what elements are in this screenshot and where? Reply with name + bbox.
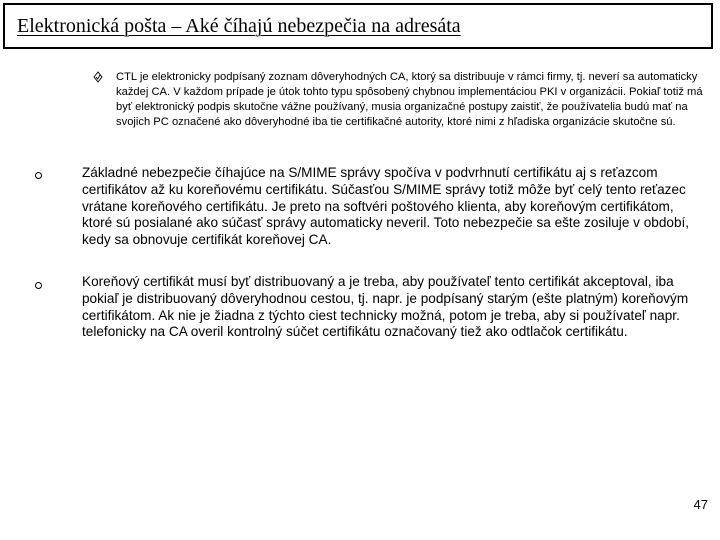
sub-bullet-text: CTL je elektronicky podpísaný zoznam dôveryhodných CA, ktorý sa distribuuje v rámci firmy, tj. neverí sa automaticky každej CA. V každom prípade je útok tohto typu spôsobený chybnou implementáciou PKI v organizácii. Pokiaľ totiž má byť elektronický podpis skutočne vážne používaný, musia organizačné postupy zaistiť, že používatelia budú mať na svojich PC označené ako dôveryhodné iba tie certifikačné autority, ktoré nimi z hľadiska organizácie skutočne sú. [116, 71, 703, 128]
circle-bullet-icon [35, 282, 42, 289]
circle-bullet-icon [35, 172, 42, 179]
bullet-text-1: Základné nebezpečie číhajúce na S/MIME správy spočíva v podvrhnutí certifikátu aj s reťazcom certifikátov až ku koreňovému certifikátu. Súčasťou S/MIME správy totiž môže byť celý tento reťazec vrátane koreňového certifikátu. Je preto na softvéri poštového klienta, aby koreňovým certifikátom, ktoré sú posialané ako súčasť správy automaticky neveril. Toto nebezpečie sa ešte zosiluje v období, kedy sa obnovuje certifikát koreňovej CA. [82, 165, 690, 248]
page-number: 47 [693, 497, 708, 512]
title-bar [3, 3, 713, 49]
bullet-text-2: Koreňový certifikát musí byť distribuovaný a je treba, aby používateľ tento certifikát akceptoval, iba pokiaľ je distribuovaný dôveryhodnou cestou, tj. napr. je podpísaný starým (ešte platným) koreňovým certifikátom. Ak nie je žiadna z týchto ciest technicky možná, potom je treba, aby si používateľ napr. telefonicky na CA overil kontrolný súčet certifikátu označovaný tiež ako odtlačok certifikátu. [82, 274, 689, 340]
slide-title: Elektronická pošta – Aké číhajú nebezpečia na adresáta [17, 15, 461, 37]
diamond-check-icon [93, 71, 103, 83]
